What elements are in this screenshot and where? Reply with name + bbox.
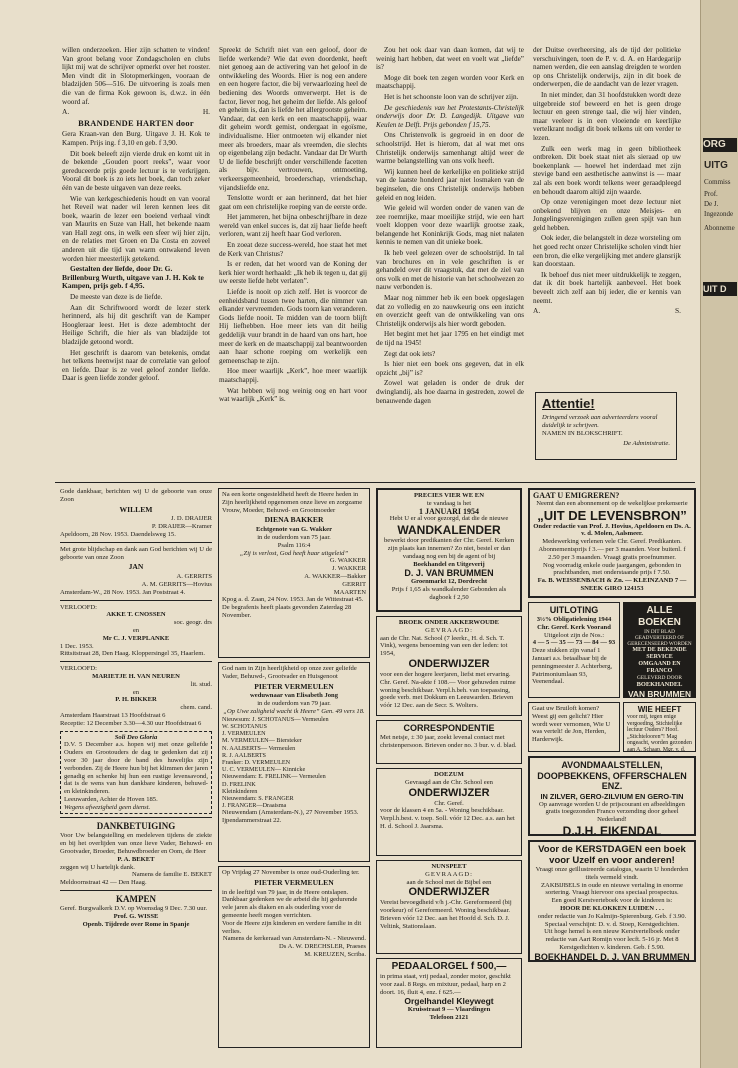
- article-text: Ook ieder, die belangstelt in deze worsteling om het goed recht onzer Christelijke scholen vindt hier een bron, die elke vergelijking met andere glansrijk kan doorstaan.: [533, 234, 681, 269]
- article-title: BRANDENDE HARTEN door: [78, 118, 194, 128]
- thanks-notice: DANKBETUIGING Voor Uw belangstelling en medeleven tijdens de ziekte en bij het overlijden van onze lieve Vader, Behuwd- en Grootvader, Broeder, Behuwdbroeder en Oom, de Heer P. A. BEKET zeggen wij U hartelijk dank. Namens de familie E. BEKET Meldoornstraat 42 — Den Haag.: [60, 821, 212, 887]
- article-text: Zulk een werk mag in geen bibliotheek ontbreken. Dit boek staat niet als sieraad op uw boekenplank — hoewel het inderdaad met zijn stevige band een aesthetische aanwinst is — maar zal als een boek wordt telkens weer geraadpleegd en behoudt daarom altijd zijn waarde.: [533, 144, 681, 196]
- article-text: Ons Christenvolk is gegroeid in en door de schoolstrijd. Het is hierom, dat al wat met ons Christelijk onderwijs samenhangt altijd weer de warme belangstelling van ons volk heeft.: [376, 131, 524, 166]
- article-text: Het begint met het jaar 1795 en het eindigt met de tijd na 1945!: [376, 330, 524, 347]
- article-text: Maar nog nimmer heb ik een boek opgeslagen dat zo volledig en zo nauwkeurig ons een inzicht en overzicht geeft van de ontwikkeling van ons Christelijk onderwijs als hier wordt geboden.: [376, 294, 524, 328]
- article-text: Wat hebben wij nog weinig oog en hart voor wat waarlijk „Kerk” is.: [219, 386, 367, 404]
- eikendal-ad: AVONDMAALSTELLEN, DOOPBEKKENS, OFFERSCHALEN ENZ. IN ZILVER, GERO-ZILVIUM EN GERO-TIN Op aanvrage worden U de prijscourant en afbeeldingen gratis toegezonden Franco verzending door geheel Nederland! D.J.H. EIKENDAL: [528, 756, 696, 836]
- vacancy-ad-doezum: DOEZUM Gevraagd aan de Chr. School een ONDERWIJZER Chr. Geref. voor de klassen 4 en 5a. - Woning beschikbaar. Verpl.h.best. v. toep. Soll. vóór 12 Dec. a.s. aan het H. d. School J. Jaarsma.: [376, 768, 522, 856]
- family-notices-column: [60, 488, 212, 1048]
- article-column-1: [62, 46, 210, 478]
- engagement-notice: VERLOOFD: AKKE T. CNOSSEN soc. geogr. drs en Mr C. J. VERPLANKE 1 Dec. 1953. Rittsitstraat 28, Den Haag. Kloppersingel 35, Haarlem.: [60, 603, 212, 658]
- article-text: Moge dit boek ten zegen worden voor Kerk en maatschappij.: [376, 73, 524, 91]
- adjacent-page-edge: [700, 0, 738, 1068]
- article-text: Zou het ook daar van daan komen, dat wij te weinig hart hebben, dat weet en voelt wat „liefde” is?: [376, 46, 524, 72]
- strip-text: Commiss: [704, 178, 731, 186]
- article-title: Gestalten der liefde, door Dr. G. Brillenburg Wurth, uitgave van J. H. Kok te Kampen, prijs geb. f 4,95.: [62, 264, 204, 291]
- article-text: Dit boek beleeft zijn vierde druk en komt uit in de bekende „Gouden poort reeks”, waar voor gereduceerde prijs goede lectuur is te verkrijgen. Vooral dit boek is zo iets het boek, dan toch zeker één van de beste uitgaven van deze reeks.: [62, 149, 210, 192]
- article-byline: Gera Kraan-van den Burg. Uitgave J. H. Kok te Kampen. Prijs ing. f 3,10 en geb. f 3,90.: [62, 130, 210, 147]
- attentie-body: Dringend verzoek aan adverteerders vooral duidelijk te schrijven.: [542, 414, 658, 429]
- bruiloft-ad: Gaat uw Bruiloft komen? Weest gij een gelicht? Hier wordt weer vernomen, Wie U was vertelt! de Jon, Herden, Harderwijk.: [528, 702, 620, 752]
- article-text: En zoeat deze success-wereld, hoe staat het met de Kerk van Christus?: [219, 241, 367, 258]
- article-text: Is hier niet een boek ons gegeven, dat in elk opzicht „bij” is?: [376, 360, 524, 377]
- article-column-2: [219, 46, 367, 478]
- article-text: Is er reden, dat het woord van de Koning der kerk hier wordt herhaald: „Ik heb ik tegen u, dat gij uw eerste liefde hebt verlaten”.: [219, 260, 367, 286]
- article-text: Aan dit Schriftwoord wordt de lezer sterk herinnerd, als hij dit geschrift van de Kamper Hoogleraar leest. Het is deze adembtocht der Heilige Schrift, die hier als van bladzijde tot bladzijde getoond wordt.: [62, 303, 210, 346]
- article-text: Wie geleid wil worden onder de vanen van de zee roemrijke, maar moeilijke strijd, wie een hart voelt kloppen voor deze waarlijk grootse zaak, belangende het Koninkrijk Gods, mag niet nalaten kennis te nemen van dit unieke boek.: [376, 204, 524, 247]
- article-text: Ik heb veel gelezen over de schoolstrijd. In tal van brochures en in vele geschriften is er gehandeld over dit vraagstuk, dat met de ziel van ons volk en met de historie van het schoolwezen zo nauw verbonden is.: [376, 249, 524, 292]
- death-notice-kerkeraad: Op Vrijdag 27 November is onze oud-Ouderling ter. PIETER VERMEULEN in de leeftijd van 79 jaar, in de Heere ontslapen. Dankbaar gedenken we de arbeid die hij gedurende vele jaren als diaken en als ouderling voor de gemeente heeft mogen verrichten. Voor de Heere zijn kinderen en verdere familie in dit verlies. Namens de kerkeraad van Amsterdam-N. - Nieuwend. Ds A. W. DRECHSLER, Praeses M. KREUZEN, Scriba.: [218, 866, 370, 1048]
- article-text: Tenslotte wordt er aan herinnerd, dat het hier gaat om een christelijke roeping van de eerste orde.: [219, 194, 367, 211]
- article-text: Het jammeren, het bijna onbeschrijfbare in deze wereld van enkel succes is, dat zij haar liefde heeft verloren, want zij heeft haar God verloren.: [219, 213, 367, 239]
- engagement-notice: VERLOOFD: MARIETJE H. VAN NEUREN lit. stud. en P. H. BIKKER chem. cand. Amsterdam Haarstraat 13 Hoofdstraat 6 Receptie: 12 December 3.30—4.30 uur Hoofdstraat 6: [60, 665, 212, 727]
- strip-text: UITG: [704, 160, 728, 171]
- article-text: Hoe meer waarlijk „Kerk”, hoe meer waarlijk maatschappij.: [219, 367, 367, 384]
- birth-notice: Met grote blijdschap en dank aan God berichten wij U de geboorte van onze Zoon JAN A. GERRITS A. M. GERRITS—Hovius Amsterdam-W., 28 Nov. 1953. Jan Poststraat 4.: [60, 545, 212, 596]
- attentie-caps: NAMEN IN BLOKSCHRIFT.: [542, 429, 623, 437]
- correspondence-ad: CORRESPONDENTIE Met netsje, ± 30 jaar, zoekt levenal contact met christenpersoon. Brieven onder no. 3 bur. v. d. blad.: [376, 720, 522, 764]
- wandkalender-ad: PRECIES VIER WE EN te vandaag is het 1 JANUARI 1954 Hebt U er al voor gezorgd, dat die de nieuwe WANDKALENDER bewerkt door predikanten der Chr. Geref. Kerken zijn plaats kan innemen? Zo niet, bestel er dan vandaag nog een bij de agent of bij Boekhandel en Uitgeverij D. J. VAN BRUMMEN Groenmarkt 12, Dordrecht Prijs f 1,65 als wandkalender Gebonden als dagboek f 2,50: [376, 488, 522, 612]
- article-text: De meeste van deze is de liefde.: [70, 293, 163, 302]
- article-title: De geschiedenis van het Protestants-Christelijk onderwijs door Dr. D. Langedijk. Uitgave van Keulen te Delft. Prijs gebonden f 15,75.: [376, 103, 524, 129]
- death-notice-bakker: Na een korte ongesteldheid heeft de Heere heden in Zijn heerlijkheid opgenomen onze lieve en zorgzame Vrouw, Moeder, Behuwd- en Grootmoeder DIENA BAKKER Echtgenote van G. Wakker in de ouderdom van 75 jaar. Psalm 116:4 „Zij is verlost, God heeft haar uitgeleid” G. WAKKER J. WAKKER A. WAKKER—Bakker GERRIT MAARTEN Kpog a. d. Zaan, 24 Nov. 1953. Jan de Wittestraat 45. De begrafenis heeft plaats gevonden Zaterdag 28 November.: [218, 488, 370, 658]
- signature: A. H.: [62, 107, 210, 117]
- section-divider: [55, 482, 695, 483]
- article-text: In niet minder, dan 31 hoofdstukken wordt deze uitgebreide stof beweerd en het is geen droge lectuur en geen strenge taal, die wij hier vinden, maar veeleer is in een vloeiende en keerlijke vertelkrant nodigt dit boek telkens uit om verder te lezen.: [533, 90, 681, 142]
- birth-notice: Gode dankbaar, berichten wij U de geboorte van onze Zoon WILLEM J. D. DRAIJER P. DRAIJER—Kramer Apeldoorn, 28 Nov. 1953. Daendelsweg 15.: [60, 488, 212, 538]
- strip-text: Ingezonde: [704, 210, 734, 218]
- wie-heeft-ad: WIE HEEFT voor mij, tegen enige vergoeding, Stichtelijke lectuur Ouders? Hoof. „Stichtelooren”! Mag ongeacht, worden gezonden aan A. Schaap, Mgr. v. d.: [623, 702, 696, 752]
- article-text: Wij kunnen heel de kerkelijke en politieke strijd van de laatste honderd jaar niet losmaken van de beginselen, die ons Christelijk onderwijs hebben geleid en nog leiden.: [376, 167, 524, 202]
- article-text: Het is het schoonste loon van de schrijver zijn.: [384, 92, 519, 101]
- uitloting-ad: UITLOTING 3½% Obligatielening 1944 Chr. Geref. Kerk Voorand Uitgeloot zijn de Nos.: 4 — 5 — 35 — 73 — 84 — 93 Deze stukken zijn vanaf 1 Januari a.s. betaalbaar bij de penningmeester J. Achterberg, Patrimoniumlaan 93, Veenendaal.: [528, 602, 620, 698]
- kampen-notice: KAMPEN Geref. Burgwalkerk D.V. op Woensdag 9 Dec. 7.30 uur. Prof. G. WISSE Openb. Tijdrede over Rome in Spanje: [60, 894, 208, 928]
- strip-heading: UIT D: [703, 282, 737, 296]
- attentie-title: Attentie!: [542, 396, 595, 411]
- article-column-4: [533, 46, 681, 386]
- article-text: Wie van kerkgeschiedenis houdt en van vooral het Reveil wat nader wil leren kennen lees dit boek, waarin de lezer een boeiend verhaal vindt van Maurits en Suze van Hall, het bekende naam van Hall zegt ons, in welk een sfeer wij hier zijn, en de relaties met Groen en Da Costa en zoveel anderen uit die tijd van warm ontwakend leven worden hier meesterlijk getekend.: [62, 194, 210, 263]
- strip-text: De J.: [704, 200, 719, 208]
- vacancy-ad-akkerwoude: BROEK ONDER AKKERWOUDE GEVRAAGD: aan de Chr. Nat. School (7 leerkr., H. d. Sch. T. Vink), wegens benoeming van een der leden: tot 1954, ONDERWIJZER voor een der hogere leerjaren, liefst met ervaring. Chr. Geref. Na-akte f 108.— Voor gehuwden ruime woning beschikbaar. Verpl.h.beh. van toepassing, goede verb. met Dokkum en Leeuwarden. Brieven vóór 12 Dec. aan de Secr. S. Wolters.: [376, 616, 522, 716]
- article-column-3: [376, 46, 524, 478]
- strip-text: Prof.: [704, 190, 718, 198]
- strip-text: Abonneme: [704, 224, 735, 232]
- kerstdagen-ad: Voor de KERSTDAGEN een boek voor Uzelf en voor anderen! Vraagt onze geïllustreerde catalogus, waarin U honderden titels vermeld vindt. ZAKBIJBELS in oude en nieuwe vertaling in enorme sortering. Vraagt hiervoor ons speciaal prospectus. Een goed Kerstverteboek voor de kinderen is: HOOR DE KLOKKEN LUIDEN . . . onder redactie van Jo Kalmijn-Spierenburg. Geb. f 3.90. Speciaal verschijnt: D. v. d. Stoep, Kerstgedichten. Uit hoge hemel is een nieuw Kerstvertelboek onder redactie van Aart Romijn voor lecft. 5-16 jr. Met 8 Kerstgedichten v. kinderen. Geb. f 5.90. BOEKHANDEL D. J. VAN BRUMMEN: [528, 840, 696, 962]
- anniversary-notice: Soli Deo Gloria D.V. 5 December a.s. hopen wij met onze geliefde Ouders en Grootouders de dag te gedenken dat zij voor 30 jaar door de band des huwelijks zijn verbonden. Zij de Heere hun bij het klimmen der jaren genadig en schenke hij hun een rustige levensavond, dat is de wens van hun dankbare kinderen, behuwd- en kleinkinderen. Leeuwarden, Achter de Hoven 185. Wegens afwezigheid geen dienst.: [60, 731, 212, 815]
- article-text: Liefde is nooit op zich zelf. Het is voorcor de eenheidsband tussen twee harten, die nimmer van elkander vervreemden. Gods toorn kan veranderen. Gods liefde nooit. Te midden van de toorn blijft Hij liefhebben. Hoe meer iets van dit heilig geddelijk vuur brandt in de haard van ons hart, hoe meer de kerk en de maatschappij zal beantwoorden aan haar schone roeping om werkelijk een gemeenschap te zijn.: [219, 288, 367, 365]
- article-text: Het geschrift is daarom van betekenis, omdat het telkens heenwijst naar de correlatie van geloof en liefde. Daar is ze veel geloof zonder liefde. Daar is geen liefde zonder geloof.: [62, 348, 210, 383]
- organ-ad: PEDAALORGEL f 500,— in prima staat, vrij pedaal, zonder motor, geschikt voor zaal. 8 Regs. en mixtuur, pedaal, harp en 2 doort. 16, fluit 4, enz. f 625.— Orgelhandel Kleywegt Kruisstraat 9 — Vlaardingen Telefoon 2121: [376, 958, 522, 1048]
- article-text: Spreekt de Schrift niet van een geloof, door de liefde werkende? Wie dat even doordenkt, heeft niet genoeg aan de activering van het geloof in de ontwikkeling des Woords. Hier is nog een andere en een hogere factor, die bij verwaarlozing heel de bediening des Woords omverwerpt. Het is de factor, liever nog, het geheim der liefde. Als geloof en geheim is, dan is liefde het allergrootste geheim. Vandaar, dat een kerk en een maatschappij, waar dit geheim wordt gemist, ondergaat in egoïsme, individualisme. Hier ontmoeten wij elkander niet meer als broeders, maar als vreemden, die slechts op eigenbelang zijn bedacht. Vandaar dat Dr Wurth U de liefde beschrijft onder verschillende facetten als bijv. vertrouwen, ontmoeting, verkeersgemeenheid, broederschap, vriendschap, vijandsliefde enz.: [219, 46, 367, 192]
- article-text: Op onze verenigingen moet deze lectuur niet onbekend blijven en onze Meisjes- en Jongelingsverenigingen zullen geen spijt van hun geld hebben.: [533, 198, 681, 232]
- levensbron-ad: GAAT U EMIGREREN? Neemt dan een abonnement op de wekelijkse prekenserie „UIT DE LEVENSBRON” Onder redactie van Prof. J. Hovius, Apeldoorn en Ds. A. v. d. Molen, Aalsmeer. Medewerking verlenen vele Chr. Geref. Predikanten. Abonnementsprijs f 3.— per 3 maanden. Voor buitenl. f 2.50 per 3 maanden. Vraagt gratis proefnummer. Nog voorradig enkele oude jaargangen, gebonden in prachtbanden, met onderstaande prijs f 7.50. Fa. B. WEISSENBACH & Zn. — KLEINZAND 7 — SNEEK GIRO 124153: [528, 488, 696, 598]
- article-text: Zegt dat ook iets?: [384, 349, 436, 358]
- article-text: der Duitse overheersing, als de tijd der politieke verschuivingen, toen de P. v. d. A. en Hardegarijp namen werden, die een aanslag dreigden te worden op ons Christelijk onderwijs, zijn in dit boek de onderwerpen, die de aandacht van de lezer vragen.: [533, 46, 681, 89]
- article-text: willen onderzoeken. Hier zijn schatten te vinden! Van groot belang voor Zondagscholen en clubs lijkt mij wat de schrijver opmerkt over het rooster. Men vindt dit in Slotopmerkingen, vooraan de bladzijden 506—516. De uitvoering is zoals men die van de firma Kok gewoon is, d.w.z. in één woord af.: [62, 46, 210, 106]
- attentie-sign: De Administratie.: [623, 440, 670, 448]
- signature: A. S.: [533, 306, 681, 316]
- article-text: Zowel wat geladen is onder de druk der dwinglandij, als hoe daarna in gestreden, zowel de benauwende dagen: [376, 379, 524, 405]
- attentie-notice: [535, 392, 677, 460]
- alle-boeken-ad: ALLE BOEKEN IN DIT BLAD GEADVERTEERD OF GERECENSEERD WORDEN MET DE BEKENDE SERVICE OMGAAND EN FRANCO GELEVERD DOOR BOEKHANDEL VAN BRUMMEN: [623, 602, 696, 698]
- article-text: Ik behoef dus niet meer uitdrukkelijk te zeggen, dat ik dit boek hartelijk aanbeveel. Het boek beveelt zich zelf aan bij ieder, die er kennis van neemt.: [533, 270, 681, 305]
- death-notice-vermeulen: God nam in Zijn heerlijkheid op onze zeer geliefde Vader, Behuwd-, Grootvader en Huisgenoot PIETER VERMEULEN weduwnaar van Elisabeth Jong in de ouderdom van 79 jaar. „Op Uwe zaligheid wacht ik Heere” Gen. 49 vers 18. Nieuwsum: J. SCHOTANUS— Vermeulen W. SCHOTANUS J. VERMEULEN M. VERMEULEN— Biersteker N. AALBERTS— Vermeulen R. J. AALBERTS Franker: D. VERMEULEN U. C. VERMEULEN— Kinnicke Nieuwendam: E. FRELINK— Vermeulen D. FRELINK Kleinkinderen Nieuwendam: S. FRANGER J. FRANGER—Draaisma Nieuwendam (Amsterdam-N.), 27 November 1953. Ijpendammerstraat 22.: [218, 662, 370, 862]
- vacancy-ad-nunspeet: NUNSPEET GEVRAAGD: aan de School met de Bijbel een ONDERWIJZER Vereist bevoegdheid v/h j.-Chr. Gereformeerd (bij voorkeur) of Gereformeerd. Woning beschikbaar. Brieven vóór 12 Dec. aan het Hoofd d. Sch. D. J. Veltink, Stationslaan.: [376, 860, 522, 954]
- strip-heading: ORG: [703, 138, 737, 152]
